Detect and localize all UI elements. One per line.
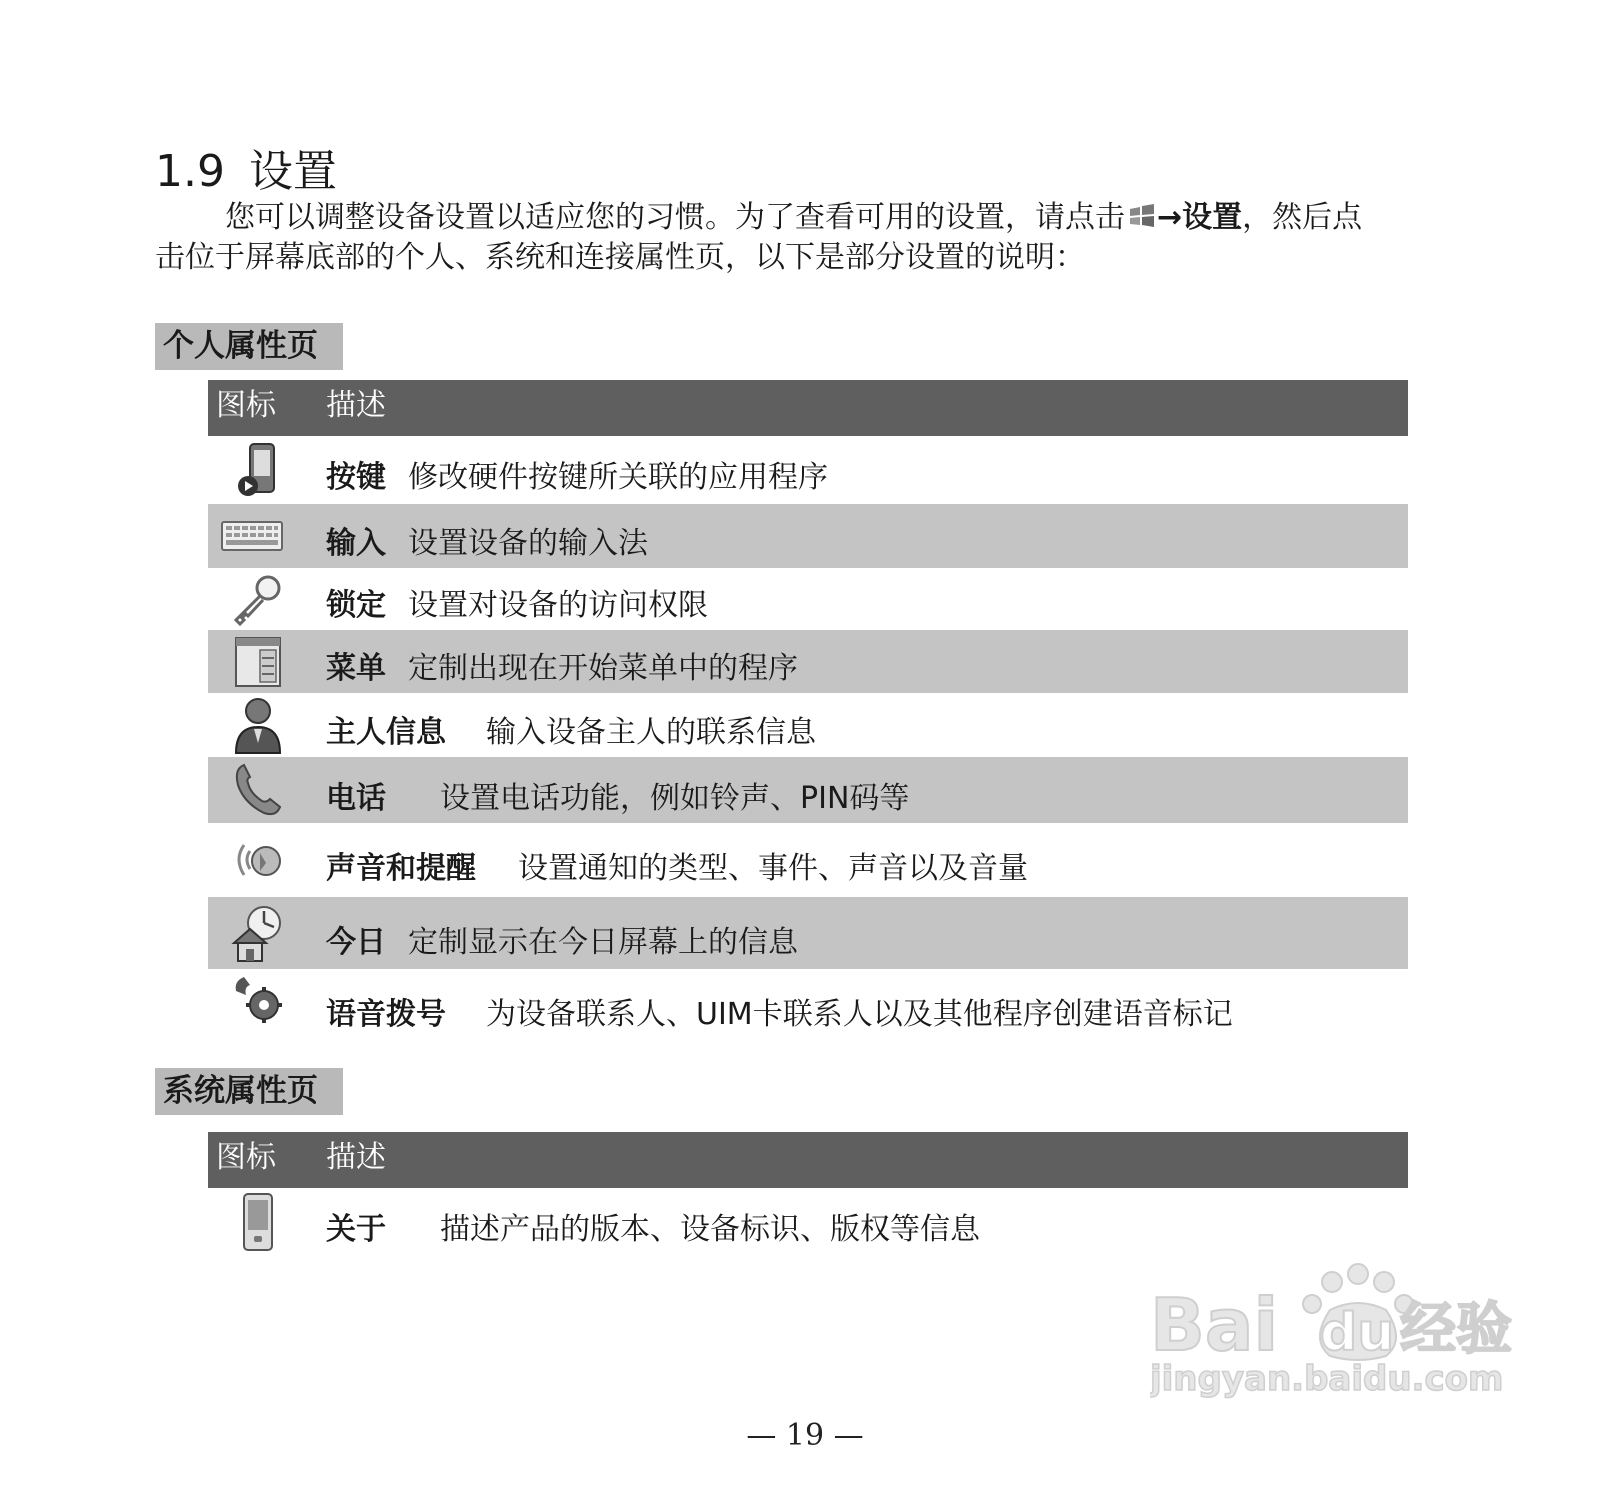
row-name: 今日 xyxy=(326,925,386,960)
voice-dial-icon xyxy=(230,973,286,1029)
row-desc: 描述产品的版本、设备标识、版权等信息 xyxy=(440,1212,980,1247)
key-icon xyxy=(230,572,286,628)
row-name: 按键 xyxy=(326,460,386,495)
intro-settings-bold: 设置 xyxy=(1182,200,1243,235)
phone-icon xyxy=(230,761,286,817)
intro-paragraph xyxy=(155,198,1455,278)
intro-text-1: 您可以调整设备设置以适应您的习惯。为了查看可用的设置，请点击 xyxy=(225,200,1125,235)
menu-icon xyxy=(230,634,286,690)
watermark-url: jingyan.baidu.com xyxy=(1150,1359,1504,1399)
row-name: 关于 xyxy=(326,1212,386,1247)
table-row xyxy=(208,969,1408,1045)
row-desc: 输入设备主人的联系信息 xyxy=(486,715,816,750)
intro-text-2: ，然后点 xyxy=(1242,200,1363,235)
row-name: 输入 xyxy=(326,526,386,561)
intro-text-3: 击位于屏幕底部的个人、系统和连接属性页，以下是部分设置的说明： xyxy=(155,240,1085,275)
header-icon-col: 图标 xyxy=(216,388,276,423)
page-number: — 19 — xyxy=(746,1418,864,1453)
table-row xyxy=(208,823,1408,897)
keyboard-icon xyxy=(220,508,284,564)
intro-arrow: → xyxy=(1157,200,1183,235)
svg-text:经验: 经验 xyxy=(1400,1297,1512,1362)
today-icon xyxy=(230,903,286,963)
owner-icon xyxy=(230,695,286,755)
header-desc-col: 描述 xyxy=(326,1140,386,1175)
windows-start-icon xyxy=(1127,201,1157,231)
row-name: 电话 xyxy=(326,781,386,816)
baidu-jingyan-watermark xyxy=(1150,1260,1530,1440)
table-row xyxy=(208,693,1408,757)
table-row xyxy=(208,568,1408,630)
section-heading: 设置 xyxy=(248,146,337,197)
section-title xyxy=(155,146,337,198)
personal-tab-label: 个人属性页 xyxy=(155,323,343,370)
personal-table xyxy=(208,380,1408,1045)
row-desc: 定制出现在开始菜单中的程序 xyxy=(408,651,798,686)
table-row xyxy=(208,630,1408,693)
table-row xyxy=(208,504,1408,568)
row-desc: 设置电话功能，例如铃声、PIN码等 xyxy=(440,781,910,816)
system-tab-label: 系统属性页 xyxy=(155,1068,343,1115)
header-desc-col: 描述 xyxy=(326,388,386,423)
table-row xyxy=(208,757,1408,823)
table-header xyxy=(208,1132,1408,1188)
row-desc: 设置设备的输入法 xyxy=(408,526,648,561)
device-sound-icon xyxy=(230,442,286,498)
row-desc: 定制显示在今日屏幕上的信息 xyxy=(408,925,798,960)
sound-icon xyxy=(230,831,286,887)
row-desc: 为设备联系人、UIM卡联系人以及其他程序创建语音标记 xyxy=(486,997,1233,1032)
row-desc: 修改硬件按键所关联的应用程序 xyxy=(408,460,828,495)
table-row xyxy=(208,897,1408,969)
row-name: 菜单 xyxy=(326,651,386,686)
row-name: 声音和提醒 xyxy=(326,851,476,886)
row-desc: 设置通知的类型、事件、声音以及音量 xyxy=(518,851,1028,886)
svg-text:Bai: Bai xyxy=(1150,1283,1279,1367)
table-row xyxy=(208,1188,1408,1258)
svg-text:du: du xyxy=(1320,1303,1395,1363)
row-name: 锁定 xyxy=(326,588,386,623)
section-number: 1.9 xyxy=(155,146,225,197)
table-row xyxy=(208,436,1408,504)
system-table xyxy=(208,1132,1408,1258)
row-name: 语音拨号 xyxy=(326,997,446,1032)
header-icon-col: 图标 xyxy=(216,1140,276,1175)
about-device-icon xyxy=(230,1192,286,1252)
row-name: 主人信息 xyxy=(326,715,446,750)
table-header xyxy=(208,380,1408,436)
row-desc: 设置对设备的访问权限 xyxy=(408,588,708,623)
